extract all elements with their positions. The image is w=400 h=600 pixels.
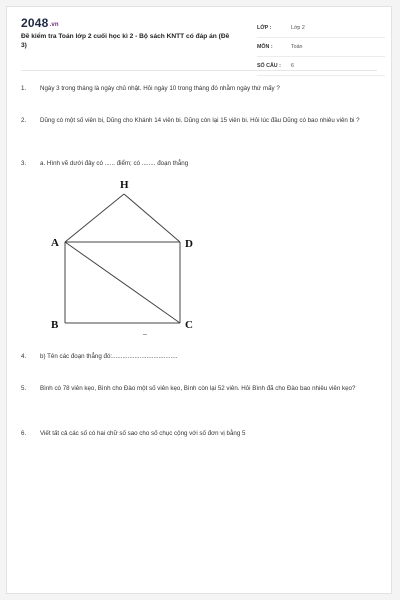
meta-key: MÔN : [257, 44, 273, 50]
question-text: a. Hình vẽ dưới đây có ...... điểm; có ........ đoạn thẳng [40, 160, 189, 167]
label-d: D [185, 238, 193, 250]
geometry-figure [47, 175, 217, 340]
question-number: 1. [21, 85, 27, 92]
label-b: B [51, 319, 59, 331]
document-sheet [6, 6, 392, 594]
question-text: Dũng có một số viên bi, Dũng cho Khánh 14 viên bi. Dũng còn lại 15 viên bi. Hỏi lúc đầu Dũng có bao nhiêu viên bi ? [40, 117, 360, 124]
site-logo[interactable] [21, 16, 59, 30]
question-text: Ngày 3 trong tháng là ngày chủ nhật. Hỏi ngày 10 trong tháng đó nhằm ngày thứ mấy ? [40, 85, 280, 92]
meta-value: Toán [291, 44, 303, 50]
figure-svg [47, 175, 217, 335]
question-number: 3. [21, 160, 27, 167]
logo-suffix: .vn [49, 22, 59, 28]
meta-value: 6 [291, 63, 294, 69]
meta-key: LỚP : [257, 25, 272, 31]
header-divider [21, 70, 377, 71]
question-text: Bình có 78 viên kẹo, Bình cho Đào một số viên kẹo, Bình còn lại 52 viên. Hỏi Bình đã cho Đào bao nhiêu viên kẹo? [40, 385, 356, 392]
meta-value: Lớp 2 [291, 25, 305, 31]
question-text: Viết tất cả các số có hai chữ số sao cho số chục cộng với số đơn vị bằng 5 [40, 430, 246, 437]
question-number: 4. [21, 353, 27, 360]
question-text: b) Tên các đoạn thẳng đó:...................................... [40, 353, 178, 360]
label-c: C [185, 319, 193, 331]
document-title: Đề kiểm tra Toán lớp 2 cuối học kì 2 - Bộ sách KNTT có đáp án (Đề 3) [21, 33, 230, 49]
segment-ac [65, 242, 180, 323]
meta-row-subject [257, 38, 385, 57]
meta-key: SỐ CÂU : [257, 63, 281, 69]
label-h: H [120, 179, 129, 191]
label-a: A [51, 237, 59, 249]
meta-info [257, 19, 385, 76]
question-number: 6. [21, 430, 27, 437]
segment-hd [124, 194, 180, 242]
meta-row-class [257, 19, 385, 38]
logo-main: 2048 [21, 16, 49, 30]
meta-row-count [257, 57, 385, 76]
question-number: 2. [21, 117, 27, 124]
segment-ha [65, 194, 124, 242]
question-number: 5. [21, 385, 27, 392]
